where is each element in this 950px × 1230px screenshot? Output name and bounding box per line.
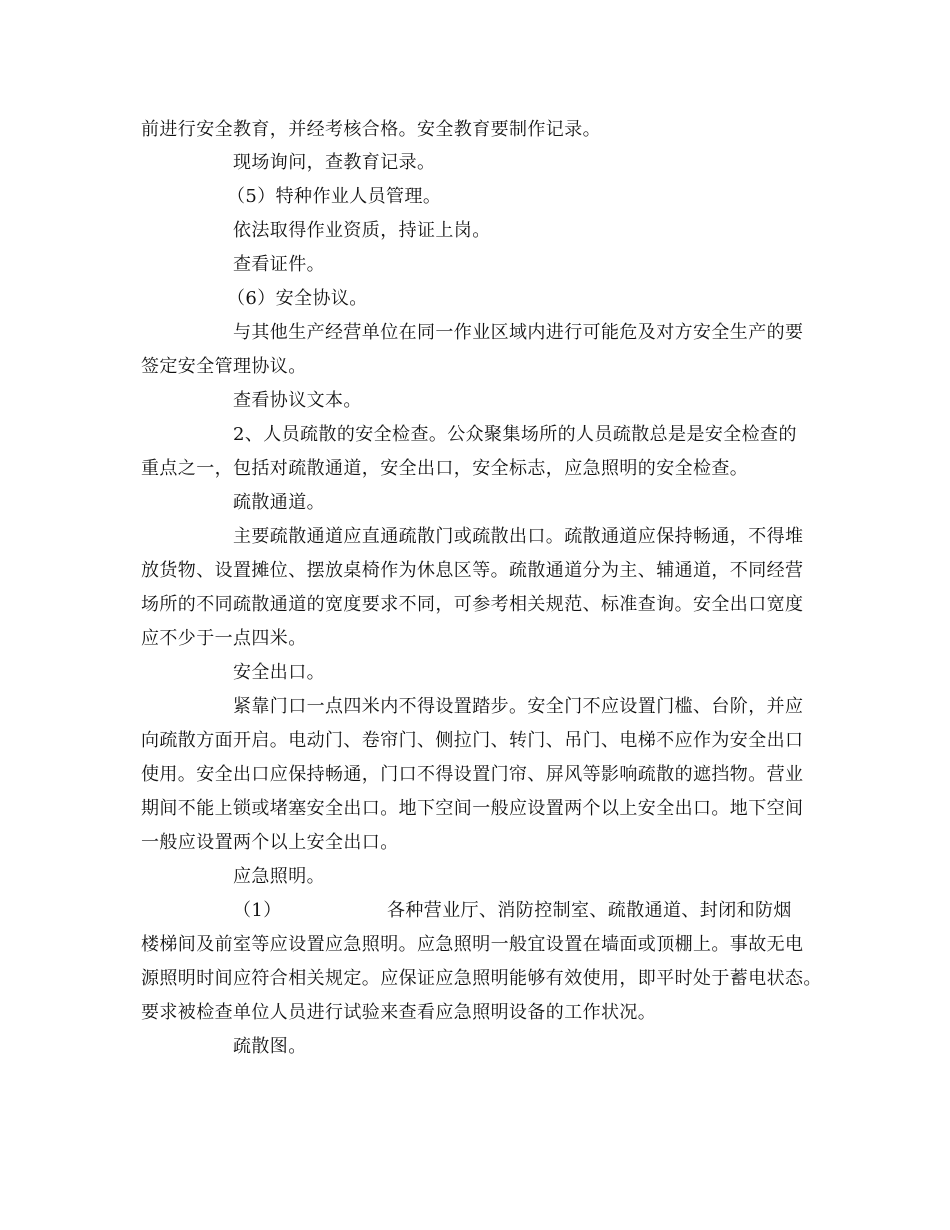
text-line: 前进行安全教育，并经考核合格。安全教育要制作记录。 [141,119,601,140]
text-line: 使用。安全出口应保持畅通，门口不得设置门帘、屏风等影响疏散的遮挡物。营业 [141,764,804,785]
text-line: 各种营业厅、消防控制室、疏散通道、封闭和防烟 [387,900,792,921]
text-line: 查看证件。 [233,254,325,275]
text-line: 应不少于一点四米。 [141,628,307,649]
text-line: 重点之一，包括对疏散通道，安全出口，安全标志，应急照明的安全检查。 [141,458,749,479]
text-line: 场所的不同疏散通道的宽度要求不同，可参考相关规范、标准查询。安全出口宽度 [141,594,804,615]
text-line: 与其他生产经营单位在同一作业区域内进行可能危及对方安全生产的要 [233,322,804,343]
text-line: 疏散通道。 [233,492,325,513]
text-line: 紧靠门口一点四米内不得设置踏步。安全门不应设置门槛、台阶，并应 [233,696,804,717]
text-line: 楼梯间及前室等应设置应急照明。应急照明一般宜设置在墙面或顶棚上。事故无电 [141,934,804,955]
text-line: 期间不能上锁或堵塞安全出口。地下空间一般应设置两个以上安全出口。地下空间 [141,798,804,819]
list-number: （1） [233,900,282,921]
text-line: 现场询问，查教育记录。 [233,152,436,173]
text-line: 安全出口。 [233,662,325,683]
text-line: 主要疏散通道应直通疏散门或疏散出口。疏散通道应保持畅通，不得堆 [233,526,804,547]
text-line: 依法取得作业资质，持证上岗。 [233,220,491,241]
text-line: 一般应设置两个以上安全出口。 [141,832,399,853]
text-line: 要求被检查单位人员进行试验来查看应急照明设备的工作状况。 [141,1002,657,1023]
text-line: 疏散图。 [233,1036,307,1057]
text-line: （5）特种作业人员管理。 [227,186,442,207]
text-line: 放货物、设置摊位、摆放桌椅作为休息区等。疏散通道分为主、辅通道，不同经营 [141,560,804,581]
text-line: 向疏散方面开启。电动门、卷帘门、侧拉门、转门、吊门、电梯不应作为安全出口 [141,730,804,751]
text-line: 签定安全管理协议。 [141,356,307,377]
text-line: （6）安全协议。 [227,288,368,309]
text-line: 应急照明。 [233,866,325,887]
text-line: 查看协议文本。 [233,390,362,411]
text-line: 2、人员疏散的安全检查。公众聚集场所的人员疏散总是是安全检查的 [233,424,797,445]
text-line: 源照明时间应符合相关规定。应保证应急照明能够有效使用，即平时处于蓄电状态。 [141,968,822,989]
